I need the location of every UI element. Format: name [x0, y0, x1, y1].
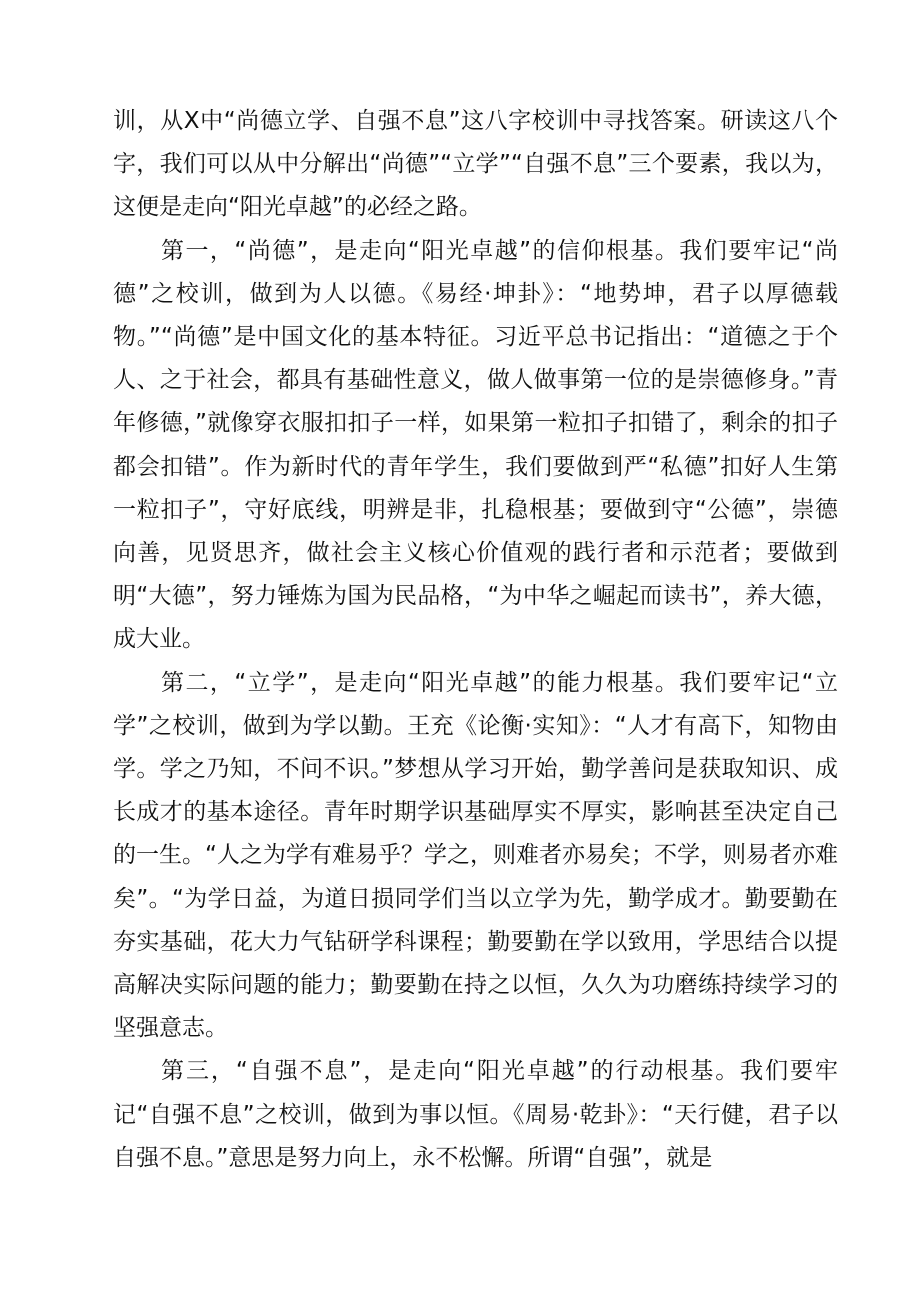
paragraph-shangde: 第一，“尚德”，是走向“阳光卓越”的信仰根基。我们要牢记“尚德”之校训，做到为人以德。《易经·坤卦》：“地势坤，君子以厚德载物。”“尚德”是中国文化的基本特征。习近平总书记指出：“道德之于个人、之于社会，都具有基础性意义，做人做事第一位的是崇德修身。”青年修德，”就像穿衣服扣扣子一样，如果第一粒扣子扣错了，剩余的扣子都会扣错”。作为新时代的青年学生，我们要做到严“私德”扣好人生第一粒扣子”，守好底线，明辨是非，扎稳根基；要做到守“公德”，崇德向善，见贤思齐，做社会主义核心价值观的践行者和示范者；要做到明“大德”，努力锤炼为国为民品格，“为中华之崛起而读书”，养大德，成大业。: [113, 237, 838, 653]
document-page: [113, 100, 838, 1180]
paragraph-ziqiang: 第三，“自强不息”，是走向“阳光卓越”的行动根基。我们要牢记“自强不息”之校训，做到为事以恒。《周易·乾卦》：“天行健，君子以自强不息。”意思是努力向上，永不松懈。所谓“自强”，就是: [113, 1058, 838, 1171]
paragraph-continued: 训，从X中“尚德立学、自强不息”这八字校训中寻找答案。研读这八个字，我们可以从中分解出“尚德”“立学”“自强不息”三个要素，我以为，这便是走向“阳光卓越”的必经之路。: [113, 108, 838, 221]
paragraph-lixue: 第二，“立学”，是走向“阳光卓越”的能力根基。我们要牢记“立学”之校训，做到为学以勤。王充《论衡·实知》：“人才有高下，知物由学。学之乃知，不问不识。”梦想从学习开始，勤学善问是获取知识、成长成才的基本途径。青年时期学识基础厚实不厚实，影响甚至决定自己的一生。“人之为学有难易乎？学之，则难者亦易矣；不学，则易者亦难矣”。“为学日益，为道日损同学们当以立学为先，勤学成才。勤要勤在夯实基础，花大力气钻研学科课程；勤要勤在学以致用，学思结合以提高解决实际问题的能力；勤要勤在持之以恒，久久为功磨练持续学习的坚强意志。: [113, 669, 838, 1042]
